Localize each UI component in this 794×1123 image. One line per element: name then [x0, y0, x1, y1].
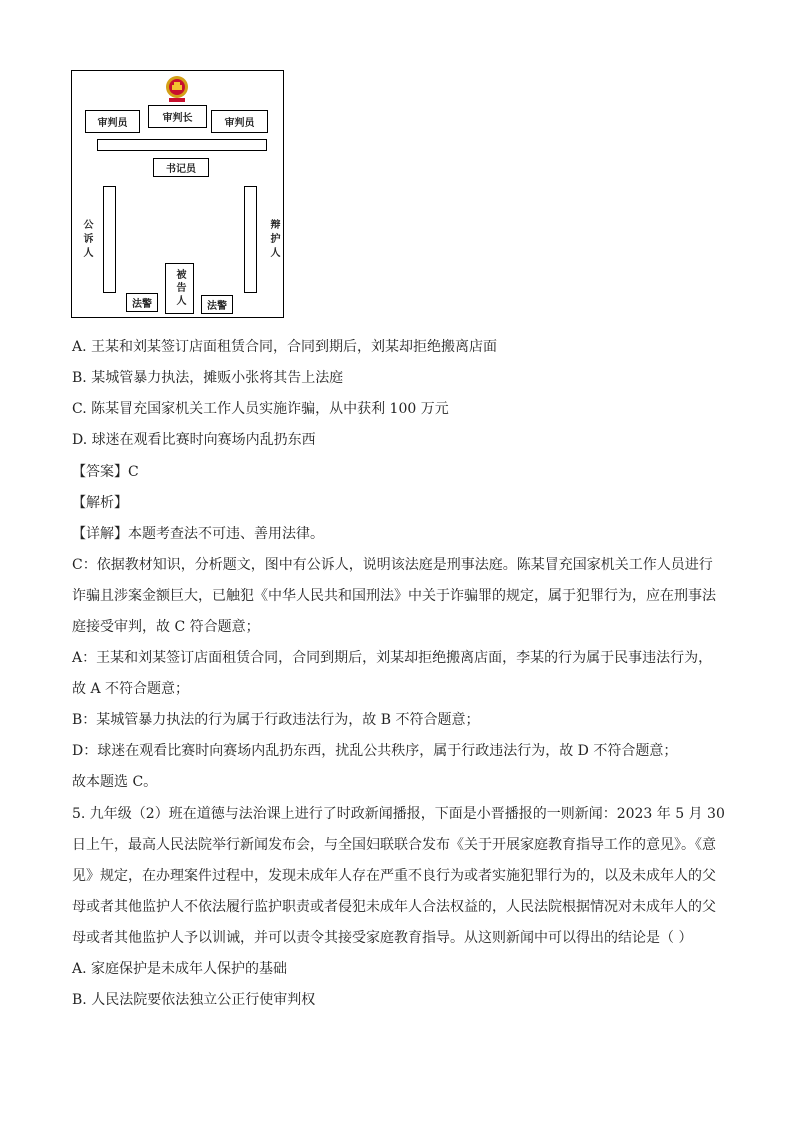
question-option-a: A. 家庭保护是未成年人保护的基础: [72, 961, 288, 977]
judge-right-label: 审判员: [224, 118, 255, 129]
prosecutor-label: 公诉人: [81, 219, 92, 261]
judges-bench: [97, 139, 267, 151]
police-right-label: 法警: [207, 301, 227, 312]
defendant-box: [165, 263, 194, 314]
police-left-label: 法警: [132, 299, 152, 310]
judge-left-label: 审判员: [97, 118, 128, 129]
answer-line: 【答案】C: [72, 464, 139, 480]
question-line: 母或者其他监护人予以训诫，并可以责令其接受家庭教育指导。从这则新闻中可以得出的结论是（ ）: [72, 930, 693, 946]
option-d: D. 球迷在观看比赛时向赛场内乱扔东西: [72, 432, 316, 448]
analysis-line: 庭接受审判，故 C 符合题意；: [72, 619, 260, 635]
defender-desk: [244, 186, 257, 293]
police-left-box: [126, 293, 158, 312]
police-right-box: [201, 295, 233, 314]
national-emblem-icon: [165, 75, 189, 103]
analysis-line: D：球迷在观看比赛时向赛场内乱扔东西，扰乱公共秩序，属于行政违法行为，故 D 不符合题意；: [72, 743, 678, 759]
defender-label: 辩护人: [268, 219, 279, 261]
presiding-judge-label: 审判长: [162, 113, 193, 124]
question-line: 见》规定，在办理案件过程中，发现未成年人存在严重不良行为或者实施犯罪行为的，以及未成年人的父: [72, 868, 716, 884]
option-b: B. 某城管暴力执法，摊贩小张将其告上法庭: [72, 370, 344, 386]
option-a: A. 王某和刘某签订店面租赁合同，合同到期后，刘某却拒绝搬离店面: [72, 339, 498, 355]
judge-left-box: [85, 110, 140, 133]
option-c: C. 陈某冒充国家机关工作人员实施诈骗，从中获利 100 万元: [72, 401, 449, 417]
clerk-label: 书记员: [166, 164, 196, 175]
clerk-box: [153, 158, 209, 177]
question-line: 母或者其他监护人不依法履行监护职责或者侵犯未成年人合法权益的，人民法院根据情况对未成年人的父: [72, 899, 716, 915]
courtroom-diagram: [71, 70, 284, 318]
question-line: 日上午，最高人民法院举行新闻发布会，与全国妇联联合发布《关于开展家庭教育指导工作的意见》。《意: [72, 837, 716, 853]
prosecutor-desk: [103, 186, 116, 293]
analysis-header: 【解析】: [72, 495, 128, 511]
analysis-line: B：某城管暴力执法的行为属于行政违法行为，故 B 不符合题意；: [72, 712, 480, 728]
analysis-line: C：依据教材知识，分析题文，图中有公诉人，说明该法庭是刑事法庭。陈某冒充国家机关工作人员进行: [72, 557, 713, 573]
question-line: 5. 九年级（2）班在道德与法治课上进行了时政新闻播报，下面是小晋播报的一则新闻：2023 年 5 月 30: [72, 806, 725, 822]
analysis-line: 故本题选 C。: [72, 774, 158, 790]
question-option-b: B. 人民法院要依法独立公正行使审判权: [72, 992, 316, 1008]
defendant-label: 被告人: [174, 269, 185, 308]
analysis-line: 诈骗且涉案金额巨大，已触犯《中华人民共和国刑法》中关于诈骗罪的规定，属于犯罪行为，应在刑事法: [72, 588, 716, 604]
analysis-line: 【详解】本题考查法不可违、善用法律。: [72, 526, 324, 542]
analysis-line: 故 A 不符合题意；: [72, 681, 190, 697]
judge-right-box: [211, 110, 268, 133]
presiding-judge-box: [148, 105, 207, 128]
analysis-line: A：王某和刘某签订店面租赁合同，合同到期后，刘某却拒绝搬离店面，李某的行为属于民事违法行为，: [72, 650, 713, 666]
